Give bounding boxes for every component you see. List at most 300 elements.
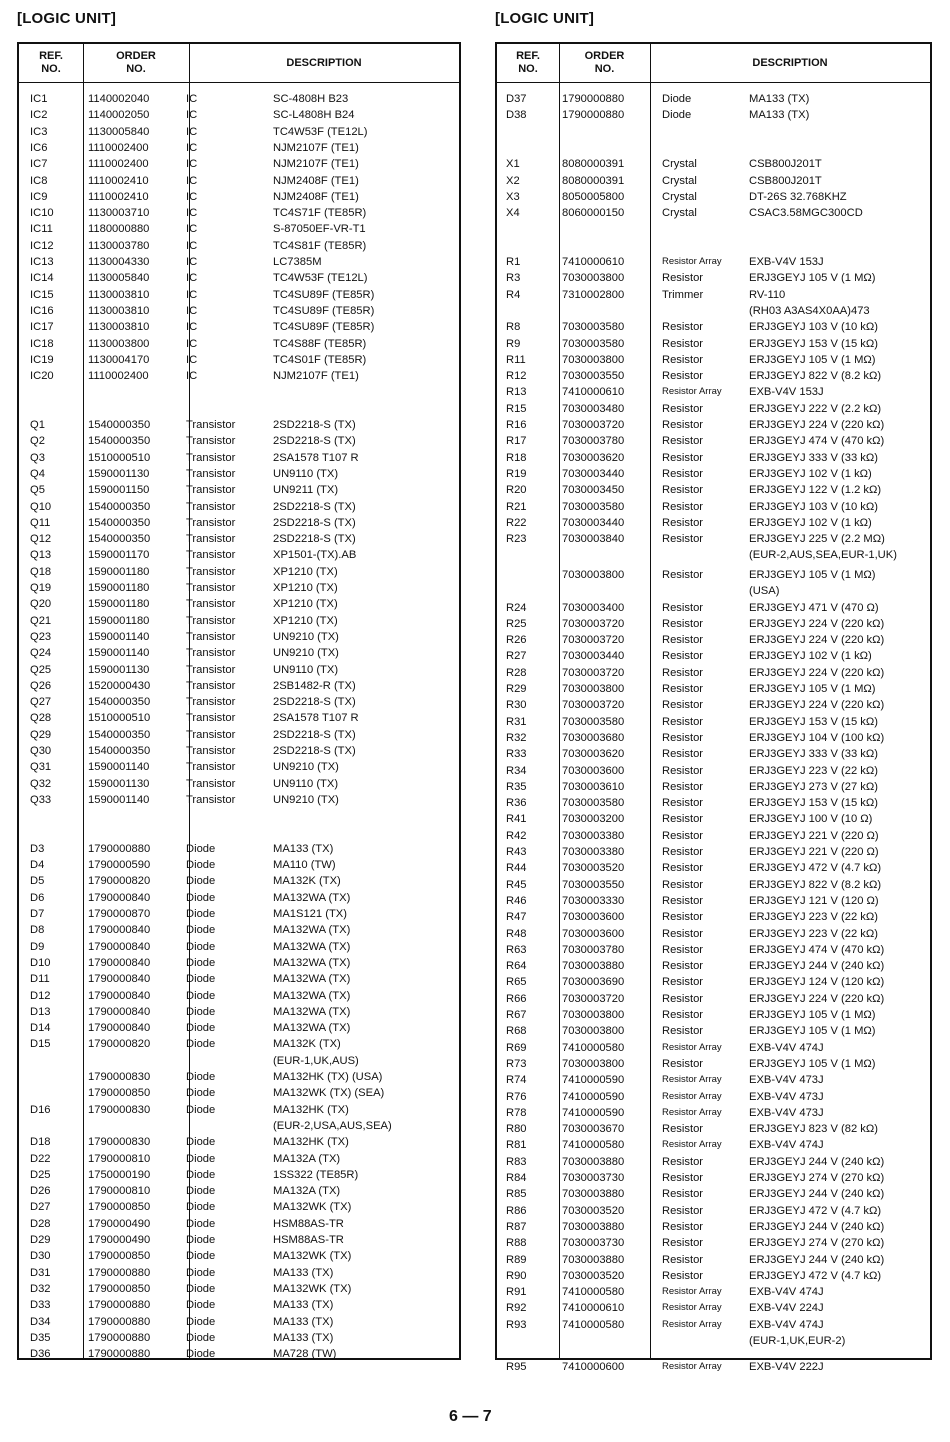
order-no-cell: 7410000580 [562, 1318, 625, 1331]
type-cell: Diode [186, 1282, 216, 1295]
type-cell: IC [186, 272, 198, 285]
table-row [497, 319, 930, 335]
order-no-cell: 7030003720 [562, 419, 625, 431]
type-cell: Transistor [186, 582, 236, 594]
ref-no-cell: R15 [506, 402, 527, 415]
order-no-cell: 8060000150 [562, 207, 625, 220]
type-cell: IC [186, 125, 198, 138]
ref-no-cell: R16 [506, 419, 527, 431]
type-cell: Transistor [186, 467, 236, 480]
ref-no-cell: R84 [506, 1172, 527, 1185]
type-cell: Transistor [186, 500, 236, 513]
description-cell: EXB-V4V 474J [749, 1286, 824, 1299]
order-no-cell: 7030003610 [562, 780, 625, 793]
description-cell: MA132HK (TX) [273, 1136, 349, 1149]
table-row [497, 1023, 930, 1039]
type-cell: Resistor [662, 1188, 704, 1201]
description-cell: (EUR-1,UK,EUR-2) [749, 1335, 846, 1348]
header-ref-no: REF. NO. [516, 50, 540, 75]
order-no-cell: 7030003580 [562, 797, 625, 810]
type-cell: Resistor [662, 878, 704, 891]
description-cell: MA132WA (TX) [273, 924, 351, 937]
description-cell: ERJ3GEYJ 244 V (240 kΩ) [749, 1155, 885, 1168]
ref-no-cell: R63 [506, 943, 527, 956]
ref-no-cell: IC15 [30, 288, 54, 301]
description-cell: XP1210 (TX) [273, 614, 338, 627]
type-cell: IC [186, 158, 198, 171]
ref-no-cell: R47 [506, 911, 527, 924]
order-no-cell: 1110002410 [88, 174, 149, 187]
table-row [497, 1333, 930, 1349]
ref-no-cell: R48 [506, 927, 527, 940]
type-cell: Diode [186, 989, 216, 1002]
table-row [19, 124, 459, 140]
table-row [19, 107, 459, 123]
type-cell: Resistor [662, 894, 704, 907]
type-cell: Resistor [662, 353, 704, 366]
ref-no-cell: D38 [506, 109, 527, 122]
ref-no-cell: Q19 [30, 582, 52, 594]
order-no-cell: 7410000590 [562, 1090, 625, 1103]
ref-no-cell: D22 [30, 1152, 51, 1165]
description-cell: MA133 (TX) [273, 1299, 334, 1312]
order-no-cell: 1540000350 [88, 728, 151, 741]
table-row [497, 1284, 930, 1300]
ref-no-cell: Q1 [30, 419, 45, 431]
type-cell: Resistor [662, 451, 704, 464]
description-cell: MA132WA (TX) [273, 891, 351, 904]
ref-no-cell: Q13 [30, 549, 52, 562]
order-no-cell: 1790000880 [88, 1299, 151, 1312]
ref-no-cell: R86 [506, 1204, 527, 1217]
table-row [497, 1040, 930, 1056]
table-row [19, 662, 459, 678]
ref-no-cell: D32 [30, 1282, 51, 1295]
type-cell: Diode [186, 1168, 216, 1181]
type-cell: Resistor [662, 1025, 704, 1038]
table-row [497, 811, 930, 827]
order-no-cell: 1790000870 [88, 908, 151, 920]
type-cell: IC [186, 337, 198, 350]
order-no-cell: 1130003800 [88, 337, 150, 350]
type-cell: Resistor [662, 1009, 704, 1022]
order-no-cell: 7030003550 [562, 370, 625, 383]
order-no-cell: 1790000840 [88, 1005, 151, 1018]
type-cell: Resistor [662, 500, 704, 513]
type-cell: Transistor [186, 614, 236, 627]
order-no-cell: 1790000880 [88, 842, 151, 855]
table-row [497, 499, 930, 515]
ref-no-cell: R43 [506, 846, 527, 859]
table-row [19, 515, 459, 531]
description-cell: (EUR-1,UK,AUS) [273, 1054, 359, 1067]
table-row [497, 1121, 930, 1137]
type-cell: Resistor [662, 699, 704, 712]
table-row [19, 499, 459, 515]
ref-no-cell: Q5 [30, 484, 45, 497]
description-cell: EXB-V4V 473J [749, 1074, 824, 1087]
ref-no-cell: D15 [30, 1038, 51, 1051]
table-row [19, 531, 459, 547]
description-cell: ERJ3GEYJ 274 V (270 kΩ) [749, 1172, 885, 1185]
table-row [19, 336, 459, 352]
ref-no-cell: D31 [30, 1266, 51, 1279]
description-cell: ERJ3GEYJ 153 V (15 kΩ) [749, 337, 878, 350]
order-no-cell: 1790000830 [88, 1071, 151, 1083]
order-no-cell: 7030003580 [562, 500, 625, 513]
order-no-cell: 7310002800 [562, 288, 625, 301]
table-row [19, 466, 459, 482]
type-cell: Resistor [662, 748, 704, 761]
order-no-cell: 8080000391 [562, 158, 625, 171]
table-row [19, 564, 459, 580]
type-cell: Transistor [186, 647, 236, 660]
description-cell: ERJ3GEYJ 244 V (240 kΩ) [749, 1253, 885, 1266]
table-row [19, 205, 459, 221]
order-no-cell: 1130004330 [88, 256, 150, 268]
type-cell: IC [186, 288, 198, 301]
description-cell: ERJ3GEYJ 105 V (1 MΩ) [749, 272, 876, 285]
table-row [19, 890, 459, 906]
type-cell: Transistor [186, 630, 236, 643]
description-cell: NJM2107F (TE1) [273, 158, 359, 171]
description-cell: ERJ3GEYJ 153 V (15 kΩ) [749, 797, 878, 810]
table-row [19, 906, 459, 922]
table-row [19, 189, 459, 205]
type-cell: Diode [186, 1315, 216, 1328]
ref-no-cell: Q2 [30, 435, 45, 448]
type-cell: Resistor [662, 337, 704, 350]
header-order-no: ORDER NO. [584, 50, 625, 75]
description-cell: UN9110 (TX) [273, 467, 339, 480]
ref-no-cell: D8 [30, 924, 45, 937]
description-cell: UN9210 (TX) [273, 793, 339, 806]
type-cell: Resistor [662, 1253, 704, 1266]
type-cell: Transistor [186, 761, 236, 774]
type-cell: Diode [186, 859, 216, 872]
header-description: DESCRIPTION [752, 56, 828, 69]
parts-table-left [17, 42, 461, 1360]
description-cell: MA133 (TX) [749, 109, 810, 122]
description-cell: 2SA1578 T107 R [273, 451, 359, 464]
description-cell: MA728 (TW) [273, 1348, 337, 1361]
ref-no-cell: R20 [506, 484, 527, 497]
description-cell: MA132WA (TX) [273, 940, 351, 953]
order-no-cell: 1790000490 [88, 1217, 151, 1230]
table-row [497, 336, 930, 352]
type-cell: Diode [186, 1201, 216, 1214]
ref-no-cell: IC9 [30, 190, 48, 203]
table-row [19, 727, 459, 743]
order-no-cell: 7410000590 [562, 1106, 625, 1119]
ref-no-cell: IC13 [30, 256, 54, 268]
ref-no-cell: Q10 [30, 500, 52, 513]
description-cell: CSB800J201T [749, 174, 822, 187]
table-row [497, 1137, 930, 1153]
ref-no-cell: R45 [506, 878, 527, 891]
order-no-cell: 1590001140 [88, 630, 150, 643]
order-no-cell: 1590001180 [88, 582, 150, 594]
description-cell: MA132WK (TX) [273, 1282, 352, 1295]
order-no-cell: 1790000880 [562, 109, 625, 122]
ref-no-cell: IC18 [30, 337, 54, 350]
description-cell: 1SS322 (TE85R) [273, 1168, 359, 1181]
ref-no-cell: D12 [30, 989, 51, 1002]
type-cell: Transistor [186, 663, 236, 676]
type-cell: Resistor [662, 731, 704, 744]
order-no-cell: 1110002400 [88, 158, 149, 171]
type-cell: Transistor [186, 516, 236, 529]
order-no-cell: 1590001180 [88, 598, 150, 611]
order-no-cell: 1590001140 [88, 761, 150, 774]
type-cell: IC [186, 321, 198, 334]
ref-no-cell: Q3 [30, 451, 45, 464]
ref-no-cell: X3 [506, 190, 520, 203]
type-cell: Transistor [186, 533, 236, 546]
type-cell: Crystal [662, 174, 697, 187]
ref-no-cell: IC12 [30, 239, 54, 252]
ref-no-cell: R33 [506, 748, 527, 761]
type-cell: Resistor [662, 927, 704, 940]
description-cell: XP1210 (TX) [273, 598, 338, 611]
description-cell: 2SA1578 T107 R [273, 712, 359, 725]
description-cell: XP1210 (TX) [273, 582, 338, 594]
type-cell: Resistor [662, 829, 704, 842]
description-cell: TC4W53F (TE12L) [273, 272, 368, 285]
description-cell: UN9110 (TX) [273, 777, 339, 790]
order-no-cell: 7030003730 [562, 1237, 625, 1250]
type-cell: Resistor [662, 650, 704, 663]
description-cell: ERJ3GEYJ 474 V (470 kΩ) [749, 435, 885, 448]
table-row [497, 368, 930, 384]
table-row [497, 681, 930, 697]
order-no-cell: 1540000350 [88, 419, 151, 431]
order-no-cell: 1790000490 [88, 1234, 151, 1246]
table-row [19, 1069, 459, 1085]
ref-no-cell: IC6 [30, 141, 48, 154]
description-cell: UN9210 (TX) [273, 647, 339, 660]
type-cell: IC [186, 256, 198, 268]
order-no-cell: 7030003720 [562, 699, 625, 712]
description-cell: EXB-V4V 224J [749, 1302, 824, 1315]
type-cell: IC [186, 223, 198, 236]
table-row [497, 1317, 930, 1333]
type-cell: Resistor [662, 516, 704, 529]
ref-no-cell: Q23 [30, 630, 52, 643]
ref-no-cell: IC11 [30, 223, 53, 236]
description-cell: 2SD2218-S (TX) [273, 419, 356, 431]
table-row [19, 694, 459, 710]
ref-no-cell: Q31 [30, 761, 52, 774]
order-no-cell: 7030003880 [562, 960, 625, 973]
table-row [497, 1235, 930, 1251]
ref-no-cell: R8 [506, 321, 521, 334]
ref-no-cell: D6 [30, 891, 45, 904]
ref-no-cell: R11 [506, 353, 526, 366]
ref-no-cell: R27 [506, 650, 527, 663]
description-cell: DT-26S 32.768KHZ [749, 190, 847, 203]
order-no-cell: 7030003800 [562, 568, 625, 581]
description-cell: 2SD2218-S (TX) [273, 728, 356, 741]
type-cell: Resistor [662, 617, 704, 630]
table-row [19, 678, 459, 694]
description-cell: MA133 (TX) [273, 1315, 334, 1328]
ref-no-cell: R19 [506, 467, 527, 480]
ref-no-cell: Q21 [30, 614, 52, 627]
ref-no-cell: Q32 [30, 777, 52, 790]
table-row [497, 1089, 930, 1105]
ref-no-cell: R34 [506, 764, 527, 777]
ref-no-cell: D34 [30, 1315, 51, 1328]
table-row [497, 697, 930, 713]
table-row [497, 156, 930, 172]
type-cell: Resistor [662, 402, 704, 415]
table-row [19, 955, 459, 971]
table-row [497, 1268, 930, 1284]
type-cell: Resistor [662, 976, 704, 989]
ref-no-cell: R3 [506, 272, 521, 285]
type-cell: Diode [186, 1038, 216, 1051]
description-cell: MA132K (TX) [273, 1038, 341, 1051]
type-cell: IC [186, 141, 198, 154]
table-row [497, 189, 930, 205]
ref-no-cell: D29 [30, 1234, 51, 1246]
order-no-cell: 1110002410 [88, 190, 149, 203]
description-cell: EXB-V4V 222J [749, 1361, 824, 1374]
ref-no-cell: R44 [506, 862, 527, 875]
table-row [19, 1085, 459, 1101]
description-cell: ERJ3GEYJ 104 V (100 kΩ) [749, 731, 885, 744]
order-no-cell: 7030003580 [562, 321, 625, 334]
ref-no-cell: R35 [506, 780, 527, 793]
ref-no-cell: R95 [506, 1361, 527, 1374]
ref-no-cell: Q26 [30, 679, 52, 692]
ref-no-cell: R36 [506, 797, 527, 810]
ref-no-cell: R76 [506, 1090, 527, 1103]
description-cell: 2SD2218-S (TX) [273, 500, 356, 513]
type-cell: Transistor [186, 419, 236, 431]
type-cell: Resistor Array [662, 256, 722, 267]
order-no-cell: 7030003380 [562, 846, 625, 859]
table-row [19, 988, 459, 1004]
type-cell: Transistor [186, 793, 236, 806]
order-no-cell: 7030003620 [562, 451, 625, 464]
description-cell: TC4SU89F (TE85R) [273, 304, 375, 317]
table-row [19, 1004, 459, 1020]
description-cell: MA133 (TX) [749, 93, 810, 105]
description-cell: ERJ3GEYJ 105 V (1 MΩ) [749, 1057, 876, 1070]
description-cell: ERJ3GEYJ 274 V (270 kΩ) [749, 1237, 885, 1250]
type-cell: Resistor [662, 601, 704, 614]
order-no-cell: 1790000840 [88, 973, 151, 986]
description-cell: ERJ3GEYJ 223 V (22 kΩ) [749, 911, 878, 924]
ref-no-cell: R93 [506, 1318, 527, 1331]
type-cell: Diode [186, 1022, 216, 1035]
table-row [497, 1154, 930, 1170]
table-row [497, 714, 930, 730]
order-no-cell: 7030003720 [562, 992, 625, 1005]
order-no-cell: 7030003800 [562, 272, 625, 285]
order-no-cell: 1790000810 [88, 1152, 151, 1165]
order-no-cell: 7030003670 [562, 1123, 625, 1136]
type-cell: Crystal [662, 158, 697, 171]
description-cell: ERJ3GEYJ 225 V (2.2 MΩ) [749, 533, 885, 546]
order-no-cell: 7030003520 [562, 1269, 625, 1282]
type-cell: Diode [186, 1136, 216, 1149]
type-cell: Transistor [186, 549, 236, 562]
order-no-cell: 7030003800 [562, 353, 625, 366]
order-no-cell: 8050005800 [562, 190, 625, 203]
table-row [497, 860, 930, 876]
description-cell: TC4W53F (TE12L) [273, 125, 368, 138]
description-cell: ERJ3GEYJ 333 V (33 kΩ) [749, 748, 878, 761]
type-cell: Diode [186, 1234, 216, 1246]
ref-no-cell: R64 [506, 960, 527, 973]
type-cell: Resistor [662, 764, 704, 777]
description-cell: TC4S01F (TE85R) [273, 353, 367, 366]
ref-no-cell: R91 [506, 1286, 527, 1299]
order-no-cell: 7030003800 [562, 1057, 625, 1070]
table-row [19, 368, 459, 384]
description-cell: SC-4808H B23 [273, 93, 349, 105]
description-cell: 2SD2218-S (TX) [273, 533, 356, 546]
table-row [497, 1105, 930, 1121]
type-cell: Resistor [662, 1269, 704, 1282]
order-no-cell: 1540000350 [88, 745, 151, 757]
type-cell: Resistor [662, 1123, 704, 1136]
order-no-cell: 7030003780 [562, 435, 625, 448]
order-no-cell: 1790000840 [88, 989, 151, 1002]
ref-no-cell: R28 [506, 666, 527, 679]
ref-no-cell: D26 [30, 1185, 51, 1198]
ref-no-cell: D13 [30, 1005, 51, 1018]
order-no-cell: 1130003810 [88, 321, 150, 334]
ref-no-cell: D14 [30, 1022, 51, 1035]
order-no-cell: 1790000850 [88, 1087, 151, 1100]
table-row [19, 352, 459, 368]
table-row [19, 270, 459, 286]
type-cell: Diode [186, 924, 216, 937]
order-no-cell: 7410000610 [562, 386, 625, 399]
description-cell: ERJ3GEYJ 224 V (220 kΩ) [749, 699, 885, 712]
ref-no-cell: R23 [506, 533, 527, 546]
description-cell: 2SD2218-S (TX) [273, 516, 356, 529]
description-cell: MA132WK (TX) (SEA) [273, 1087, 385, 1100]
order-no-cell: 7030003800 [562, 1025, 625, 1038]
type-cell: Diode [186, 1331, 216, 1344]
ref-no-cell: R9 [506, 337, 521, 350]
order-no-cell: 1790000840 [88, 1022, 151, 1035]
ref-no-cell: IC19 [30, 353, 54, 366]
table-row [497, 270, 930, 286]
parts-table-right [495, 42, 932, 1374]
table-row [497, 1072, 930, 1088]
order-no-cell: 7030003200 [562, 813, 625, 826]
order-no-cell: 1140002050 [88, 109, 150, 122]
description-cell: 2SD2218-S (TX) [273, 435, 356, 448]
table-row [497, 1252, 930, 1268]
section-title-right: [LOGIC UNIT] [495, 10, 595, 27]
description-cell: MA133 (TX) [273, 842, 334, 855]
description-cell: ERJ3GEYJ 223 V (22 kΩ) [749, 764, 878, 777]
ref-no-cell: R1 [506, 256, 521, 268]
type-cell: Resistor [662, 1220, 704, 1233]
table-row [19, 645, 459, 661]
type-cell: IC [186, 239, 198, 252]
description-cell: ERJ3GEYJ 103 V (10 kΩ) [749, 321, 878, 334]
ref-no-cell: D18 [30, 1136, 51, 1149]
type-cell: Diode [186, 956, 216, 969]
